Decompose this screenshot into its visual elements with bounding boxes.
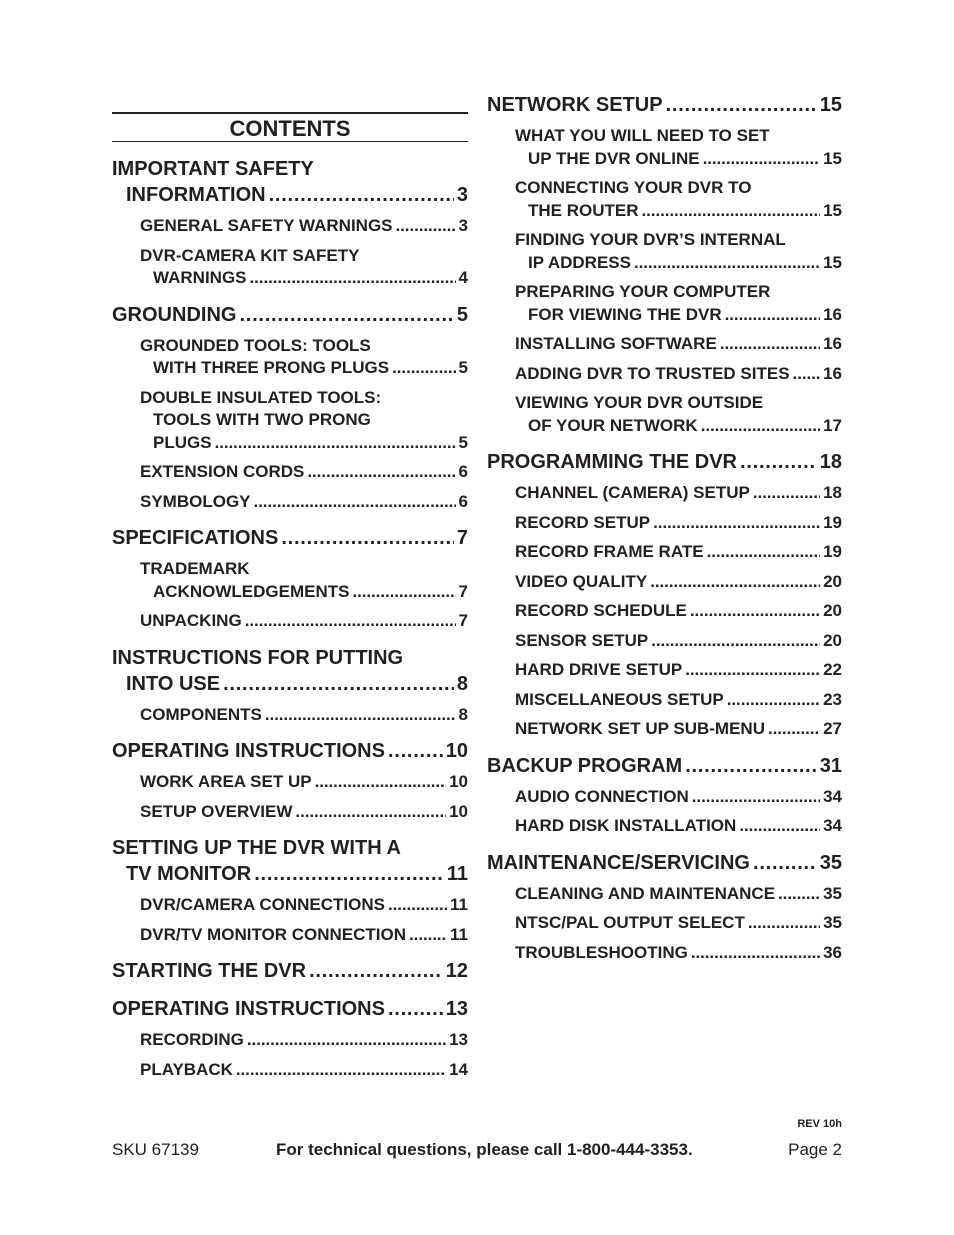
dot-leader bbox=[388, 738, 443, 764]
toc-entry-row bbox=[487, 92, 842, 118]
toc-entry-title: PROGRAMMING THE DVR bbox=[487, 451, 737, 473]
toc-entry-title: OPERATING INSTRUCTIONS bbox=[112, 998, 385, 1020]
toc-entry bbox=[112, 996, 468, 1022]
toc-entry-title: GROUNDING bbox=[112, 303, 237, 326]
toc-page-number: 6 bbox=[458, 491, 468, 511]
toc-page-number: 27 bbox=[823, 719, 842, 738]
toc-entry bbox=[515, 281, 842, 326]
toc-page-number: 10 bbox=[449, 801, 468, 821]
toc-entry-title: CHANNEL (CAMERA) SETUP bbox=[515, 483, 750, 502]
toc-entry-title: WORK AREA SET UP bbox=[140, 772, 312, 791]
toc-page-number: 17 bbox=[823, 415, 842, 435]
toc-entry-row bbox=[140, 801, 468, 824]
toc-page-number: 3 bbox=[458, 216, 468, 235]
toc-entry-row bbox=[515, 942, 842, 965]
dot-leader bbox=[650, 571, 820, 594]
toc-page-number: 8 bbox=[456, 672, 468, 695]
toc-entry-row bbox=[487, 753, 842, 779]
toc-entry bbox=[112, 958, 468, 984]
toc-entry-row bbox=[112, 525, 468, 551]
toc-entry-title-line: FINDING YOUR DVR’S INTERNAL bbox=[515, 230, 786, 249]
toc-page-number: 3 bbox=[456, 184, 468, 206]
page-number: Page 2 bbox=[788, 1140, 842, 1159]
toc-left-column bbox=[112, 108, 468, 1081]
toc-entry-title: IP ADDRESS bbox=[528, 252, 631, 272]
toc-entry-title-line: WHAT YOU WILL NEED TO SET bbox=[515, 126, 770, 145]
toc-entry bbox=[515, 177, 842, 222]
toc-entry bbox=[515, 125, 842, 170]
dot-leader bbox=[254, 491, 456, 514]
toc-entry-title: THE ROUTER bbox=[528, 200, 639, 220]
toc-entry bbox=[112, 738, 468, 764]
toc-page-number: 5 bbox=[458, 432, 468, 452]
toc-entry-row bbox=[140, 267, 468, 290]
toc-entry-title: OPERATING INSTRUCTIONS bbox=[112, 740, 385, 762]
toc-entry-row bbox=[112, 302, 468, 328]
toc-page-number: 11 bbox=[450, 924, 468, 944]
toc-entry bbox=[515, 512, 842, 535]
toc-entry bbox=[515, 659, 842, 682]
toc-entry-title: STARTING THE DVR bbox=[112, 960, 307, 982]
toc-entry-title: AUDIO CONNECTION bbox=[515, 786, 689, 806]
toc-entry-title: CLEANING AND MAINTENANCE bbox=[515, 883, 776, 903]
toc-entry-title: ADDING DVR TO TRUSTED SITES bbox=[515, 363, 790, 383]
toc-entry-title: COMPONENTS bbox=[140, 704, 262, 724]
toc-entry-title: NETWORK SET UP SUB-MENU bbox=[515, 719, 765, 738]
toc-page-number: 18 bbox=[819, 451, 842, 473]
toc-entry-row bbox=[515, 571, 842, 594]
toc-page-number: 19 bbox=[823, 542, 842, 561]
toc-entry-title: RECORDING bbox=[140, 1030, 244, 1049]
toc-entry-title-line: IMPORTANT SAFETY bbox=[112, 158, 314, 180]
toc-entry-title: RECORD SCHEDULE bbox=[515, 601, 687, 620]
toc-page-number: 7 bbox=[456, 527, 468, 549]
toc-entry bbox=[515, 718, 842, 741]
toc-entry bbox=[140, 335, 468, 380]
dot-leader bbox=[254, 861, 444, 887]
toc-page-number: 16 bbox=[823, 334, 842, 353]
toc-entry-row bbox=[515, 363, 842, 386]
toc-page-number: 16 bbox=[823, 363, 842, 383]
toc-entry-title: EXTENSION CORDS bbox=[140, 462, 305, 481]
toc-entry-row bbox=[515, 148, 842, 171]
toc-entry-title: SENSOR SETUP bbox=[515, 630, 649, 650]
dot-leader bbox=[236, 1059, 446, 1082]
toc-entry-row bbox=[515, 333, 842, 356]
toc-entry-title: NTSC/PAL OUTPUT SELECT bbox=[515, 913, 745, 932]
toc-entry bbox=[140, 245, 468, 290]
toc-entry-title: INFORMATION bbox=[126, 184, 266, 206]
dot-leader bbox=[793, 363, 821, 386]
toc-entry-title-line: PREPARING YOUR COMPUTER bbox=[515, 282, 771, 301]
dot-leader bbox=[753, 482, 820, 505]
dot-leader bbox=[392, 357, 455, 380]
toc-entry bbox=[112, 645, 468, 697]
dot-leader bbox=[725, 304, 820, 327]
toc-entry bbox=[140, 704, 468, 727]
toc-entry-row bbox=[112, 182, 468, 208]
toc-page-number: 20 bbox=[823, 571, 842, 591]
toc-page-number: 11 bbox=[446, 863, 468, 885]
toc-entry-title: ACKNOWLEDGEMENTS bbox=[153, 581, 350, 601]
toc-entry-row bbox=[487, 850, 842, 876]
toc-entry-title: HARD DRIVE SETUP bbox=[515, 660, 683, 679]
toc-page-number: 13 bbox=[445, 998, 468, 1020]
dot-leader bbox=[215, 432, 456, 455]
toc-entry bbox=[515, 600, 842, 623]
toc-entry bbox=[515, 786, 842, 809]
toc-entry-row bbox=[515, 883, 842, 906]
dot-leader bbox=[685, 659, 820, 682]
toc-entry-row bbox=[112, 671, 468, 697]
toc-entry-title: MISCELLANEOUS SETUP bbox=[515, 689, 724, 709]
toc-entry-title: VIDEO QUALITY bbox=[515, 571, 648, 591]
toc-entry-title-line: DVR-CAMERA KIT SAFETY bbox=[140, 245, 360, 265]
dot-leader bbox=[768, 718, 820, 741]
revision-label: REV 10h bbox=[797, 1118, 842, 1130]
toc-entry-row bbox=[140, 461, 468, 484]
toc-entry bbox=[140, 491, 468, 514]
dot-leader bbox=[748, 912, 820, 935]
toc-entry-row bbox=[140, 215, 468, 238]
toc-entry-row bbox=[515, 689, 842, 712]
toc-entry-title-line: VIEWING YOUR DVR OUTSIDE bbox=[515, 393, 764, 412]
toc-entry-title: NETWORK SETUP bbox=[487, 94, 663, 116]
dot-leader bbox=[309, 958, 443, 984]
toc-page-number: 19 bbox=[823, 512, 842, 532]
technical-questions-line: For technical questions, please call 1-800-444-3353. bbox=[276, 1140, 693, 1159]
toc-entry-row bbox=[140, 894, 468, 917]
toc-entry-row bbox=[140, 610, 468, 633]
toc-right-list bbox=[487, 92, 842, 964]
toc-entry bbox=[140, 461, 468, 484]
toc-page-number: 34 bbox=[823, 786, 842, 806]
toc-entry-row bbox=[112, 738, 468, 764]
dot-leader bbox=[245, 610, 456, 633]
toc-entry bbox=[140, 1029, 468, 1052]
toc-entry bbox=[112, 525, 468, 551]
toc-page-number: 15 bbox=[819, 94, 842, 116]
dot-leader bbox=[740, 449, 817, 475]
toc-entry-row bbox=[140, 924, 468, 947]
toc-entry-title: FOR VIEWING THE DVR bbox=[528, 304, 722, 324]
toc-entry bbox=[140, 1059, 468, 1082]
dot-leader bbox=[692, 786, 820, 809]
toc-entry-title-line: SETTING UP THE DVR WITH A bbox=[112, 837, 401, 859]
toc-entry-title: GENERAL SAFETY WARNINGS bbox=[140, 216, 393, 235]
toc-entry bbox=[112, 302, 468, 328]
toc-page-number: 11 bbox=[450, 895, 468, 914]
toc-entry bbox=[515, 392, 842, 437]
toc-entry-row bbox=[515, 482, 842, 505]
toc-entry-title: BACKUP PROGRAM bbox=[487, 754, 683, 777]
toc-page-number: 34 bbox=[823, 816, 842, 835]
contents-heading: CONTENTS bbox=[112, 112, 468, 142]
dot-leader bbox=[707, 541, 821, 564]
toc-entry bbox=[515, 571, 842, 594]
dot-leader bbox=[753, 850, 817, 876]
toc-left-list bbox=[112, 156, 468, 1081]
toc-entry-row bbox=[515, 512, 842, 535]
toc-page-number: 15 bbox=[823, 148, 842, 168]
toc-entry-title: WARNINGS bbox=[153, 268, 247, 287]
toc-page-number: 13 bbox=[449, 1030, 468, 1049]
toc-entry bbox=[140, 558, 468, 603]
toc-entry-row bbox=[515, 718, 842, 741]
dot-leader bbox=[223, 671, 454, 697]
toc-page-number: 22 bbox=[823, 660, 842, 679]
toc-page-number: 4 bbox=[458, 268, 468, 287]
toc-entry-row bbox=[515, 415, 842, 438]
toc-entry-title-line: TOOLS WITH TWO PRONG bbox=[153, 410, 371, 429]
dot-leader bbox=[396, 215, 456, 238]
dot-leader bbox=[250, 267, 456, 290]
dot-leader bbox=[388, 996, 443, 1022]
dot-leader bbox=[247, 1029, 446, 1052]
toc-entry-title: DVR/TV MONITOR CONNECTION bbox=[140, 924, 407, 944]
toc-entry-row bbox=[140, 357, 468, 380]
toc-entry bbox=[515, 482, 842, 505]
toc-page-number: 35 bbox=[823, 883, 842, 903]
toc-entry bbox=[515, 333, 842, 356]
toc-entry bbox=[515, 229, 842, 274]
toc-entry-title: PLUGS bbox=[153, 432, 212, 452]
toc-entry-row bbox=[515, 659, 842, 682]
toc-entry-title-line: TRADEMARK bbox=[140, 559, 250, 578]
toc-entry-title: DVR/CAMERA CONNECTIONS bbox=[140, 895, 385, 914]
toc-entry bbox=[487, 92, 842, 118]
toc-entry-row bbox=[515, 630, 842, 653]
toc-entry bbox=[140, 610, 468, 633]
toc-right-column bbox=[487, 92, 842, 964]
dot-leader bbox=[739, 815, 820, 838]
toc-entry-title: UNPACKING bbox=[140, 611, 242, 630]
toc-entry-title-line: INSTRUCTIONS FOR PUTTING bbox=[112, 646, 404, 669]
toc-entry-row bbox=[515, 600, 842, 623]
toc-entry-row bbox=[140, 581, 468, 604]
toc-entry-row bbox=[515, 912, 842, 935]
toc-entry-row bbox=[515, 252, 842, 275]
toc-page-number: 36 bbox=[823, 942, 842, 962]
toc-entry bbox=[515, 363, 842, 386]
toc-page-number: 31 bbox=[819, 754, 842, 777]
toc-entry-row bbox=[140, 432, 468, 455]
dot-leader bbox=[634, 252, 820, 275]
toc-entry bbox=[112, 835, 468, 887]
dot-leader bbox=[720, 333, 820, 356]
dot-leader bbox=[778, 883, 820, 906]
toc-page-number: 10 bbox=[449, 772, 468, 791]
toc-entry bbox=[112, 156, 468, 208]
toc-entry bbox=[515, 815, 842, 838]
toc-page-number: 35 bbox=[819, 851, 842, 874]
toc-page-number: 12 bbox=[445, 960, 468, 982]
dot-leader bbox=[685, 753, 817, 779]
toc-entry-title: MAINTENANCE/SERVICING bbox=[487, 851, 750, 874]
dot-leader bbox=[666, 92, 817, 118]
toc-entry-title: SYMBOLOGY bbox=[140, 491, 251, 511]
toc-page-number: 5 bbox=[456, 303, 468, 326]
toc-page-number: 8 bbox=[458, 704, 468, 724]
toc-entry-row bbox=[515, 304, 842, 327]
toc-page-number: 5 bbox=[458, 358, 468, 377]
dot-leader bbox=[281, 525, 454, 551]
dot-leader bbox=[727, 689, 820, 712]
toc-page-number: 16 bbox=[823, 304, 842, 324]
toc-entry-title: HARD DISK INSTALLATION bbox=[515, 816, 737, 835]
toc-entry bbox=[515, 689, 842, 712]
dot-leader bbox=[653, 512, 820, 535]
toc-page-number: 23 bbox=[823, 689, 842, 709]
dot-leader bbox=[352, 581, 455, 604]
dot-leader bbox=[239, 302, 453, 328]
toc-entry bbox=[515, 942, 842, 965]
toc-entry-title-line: CONNECTING YOUR DVR TO bbox=[515, 178, 752, 197]
toc-page-number: 20 bbox=[823, 630, 842, 650]
toc-entry-row bbox=[140, 491, 468, 514]
dot-leader bbox=[651, 630, 820, 653]
toc-entry bbox=[487, 850, 842, 876]
toc-entry-title: WITH THREE PRONG PLUGS bbox=[153, 358, 390, 377]
toc-page-number: 6 bbox=[458, 462, 468, 481]
dot-leader bbox=[703, 148, 820, 171]
toc-entry-row bbox=[140, 1029, 468, 1052]
toc-entry-title: UP THE DVR ONLINE bbox=[528, 148, 700, 168]
dot-leader bbox=[409, 924, 447, 947]
toc-entry-row bbox=[515, 200, 842, 223]
dot-leader bbox=[295, 801, 446, 824]
toc-entry-title: OF YOUR NETWORK bbox=[528, 415, 698, 435]
toc-entry-row bbox=[140, 771, 468, 794]
toc-entry bbox=[140, 215, 468, 238]
dot-leader bbox=[269, 182, 454, 208]
toc-entry bbox=[140, 387, 468, 455]
toc-entry-row bbox=[140, 1059, 468, 1082]
toc-entry bbox=[515, 630, 842, 653]
toc-entry-row bbox=[515, 541, 842, 564]
toc-page-number: 10 bbox=[445, 740, 468, 762]
toc-entry bbox=[140, 801, 468, 824]
toc-entry-row bbox=[140, 704, 468, 727]
dot-leader bbox=[307, 461, 455, 484]
toc-page-number: 7 bbox=[458, 581, 468, 601]
dot-leader bbox=[701, 415, 820, 438]
dot-leader bbox=[691, 942, 820, 965]
toc-entry-title-line: DOUBLE INSULATED TOOLS: bbox=[140, 387, 382, 407]
toc-entry-title: RECORD SETUP bbox=[515, 512, 651, 532]
toc-entry-title: INTO USE bbox=[126, 672, 221, 695]
sku-number: SKU 67139 bbox=[112, 1140, 199, 1159]
toc-entry-title: INSTALLING SOFTWARE bbox=[515, 334, 717, 353]
toc-entry-title: PLAYBACK bbox=[140, 1059, 233, 1079]
toc-entry-title: TV MONITOR bbox=[126, 863, 252, 885]
toc-entry bbox=[140, 771, 468, 794]
toc-entry-row bbox=[515, 815, 842, 838]
toc-entry-row bbox=[112, 958, 468, 984]
toc-page-number: 20 bbox=[823, 601, 842, 620]
toc-page-number: 14 bbox=[449, 1059, 468, 1079]
toc-entry bbox=[140, 894, 468, 917]
toc-entry bbox=[140, 924, 468, 947]
toc-entry bbox=[515, 912, 842, 935]
toc-entry bbox=[487, 753, 842, 779]
toc-entry-title: TROUBLESHOOTING bbox=[515, 942, 688, 962]
toc-page-number: 15 bbox=[823, 200, 842, 220]
dot-leader bbox=[642, 200, 821, 223]
dot-leader bbox=[388, 894, 447, 917]
toc-page-number: 35 bbox=[823, 913, 842, 932]
toc-page-number: 15 bbox=[823, 252, 842, 272]
toc-entry-title: SPECIFICATIONS bbox=[112, 527, 279, 549]
toc-entry-row bbox=[487, 449, 842, 475]
toc-page-number: 7 bbox=[458, 611, 468, 630]
toc-entry bbox=[515, 883, 842, 906]
toc-entry bbox=[487, 449, 842, 475]
dot-leader bbox=[690, 600, 820, 623]
toc-entry bbox=[515, 541, 842, 564]
toc-page-number: 18 bbox=[823, 483, 842, 502]
dot-leader bbox=[265, 704, 456, 727]
dot-leader bbox=[315, 771, 447, 794]
toc-entry-title-line: GROUNDED TOOLS: TOOLS bbox=[140, 335, 371, 355]
toc-entry-row bbox=[515, 786, 842, 809]
toc-entry-title: RECORD FRAME RATE bbox=[515, 542, 704, 561]
toc-entry-row bbox=[112, 996, 468, 1022]
toc-entry-row bbox=[112, 861, 468, 887]
toc-entry-title: SETUP OVERVIEW bbox=[140, 801, 293, 821]
